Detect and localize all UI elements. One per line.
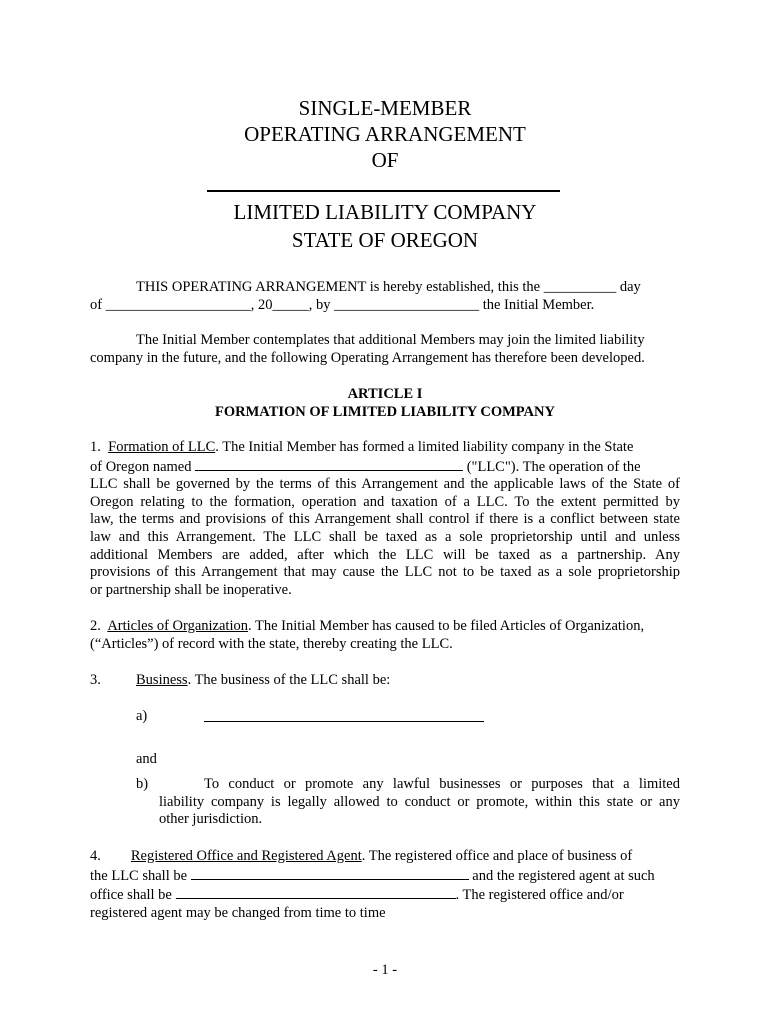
section-3-number: 3.: [90, 672, 101, 688]
llc-name-blank: [195, 457, 463, 471]
title-line-5: STATE OF OREGON: [291, 228, 479, 252]
section-4-registered: 4. Registered Office and Registered Agent. The registered office and place of business of the LLC shall be and the registered agent at such office shall be . The registered office and/or registered agent may be changed from time to time: [90, 848, 655, 921]
page-number: - 1 -: [372, 962, 398, 978]
intro-paragraph: [90, 279, 680, 314]
section-4-title: Registered Office and Registered Agent: [130, 848, 362, 864]
title-line-2: OPERATING ARRANGEMENT: [244, 122, 526, 146]
item-b-label: b): [136, 776, 149, 792]
registered-office-blank: [191, 866, 469, 880]
title-line-3: OF: [371, 148, 399, 172]
contemplates-line-1: The Initial Member contemplates that additional Members may join the limited liability: [136, 332, 645, 348]
registered-agent-blank: [176, 885, 456, 899]
company-name-blank: [207, 190, 560, 192]
contemplates-paragraph: [90, 332, 680, 367]
section-3-heading: Business. The business of the LLC shall be:: [136, 672, 391, 688]
intro-line-2: of ____________________, 20_____, by ____________________ the Initial Member.: [90, 296, 595, 313]
section-1-formation: 1. Formation of LLC. The Initial Member has formed a limited liability company in the State of Oregon named ("LLC"). The operation of the LLC shall be governed by the terms of this Arrangement and the applicable laws of the State of Oregon relating to the formation, operation and taxation of a LLC. To the extent permitted by law, the terms and provisions of this Arrangement shall control if there is a conflict between state law and this Arrangement. The LLC shall be taxed as a sole proprietorship until and unless additional Members are added, after which the LLC will be taxed as a partnership. Any provisions of this Arrangement that may cause the LLC not to be taxed as a sole proprietorship or partnership shall be inoperative.: [90, 439, 680, 598]
title-line-1: SINGLE-MEMBER: [298, 96, 472, 120]
title-line-4: LIMITED LIABILITY COMPANY: [233, 200, 537, 224]
article-heading-1: ARTICLE I: [347, 386, 423, 402]
article-heading: [90, 386, 680, 421]
contemplates-line-2: company in the future, and the following Operating Arrangement has therefore been developed.: [90, 349, 645, 366]
and-text: and: [136, 751, 157, 767]
section-1-title: Formation of LLC: [108, 439, 216, 455]
section-2-articles: 2. Articles of Organization. The Initial Member has caused to be filed Articles of Organization, (“Articles”) of record with the state, thereby creating the LLC.: [90, 618, 645, 652]
item-a-label: a): [136, 708, 148, 724]
item-b-text: To conduct or promote any lawful businesses or purposes that a limited liability company is legally allowed to conduct or promote, within this state or any other jurisdiction.: [159, 776, 680, 828]
intro-line-1: THIS OPERATING ARRANGEMENT is hereby established, this the __________ day: [136, 279, 641, 295]
section-3-title: Business: [136, 672, 188, 688]
business-blank: [204, 721, 484, 722]
section-2-title: Articles of Organization: [107, 618, 248, 634]
article-heading-2: FORMATION OF LIMITED LIABILITY COMPANY: [215, 403, 555, 420]
